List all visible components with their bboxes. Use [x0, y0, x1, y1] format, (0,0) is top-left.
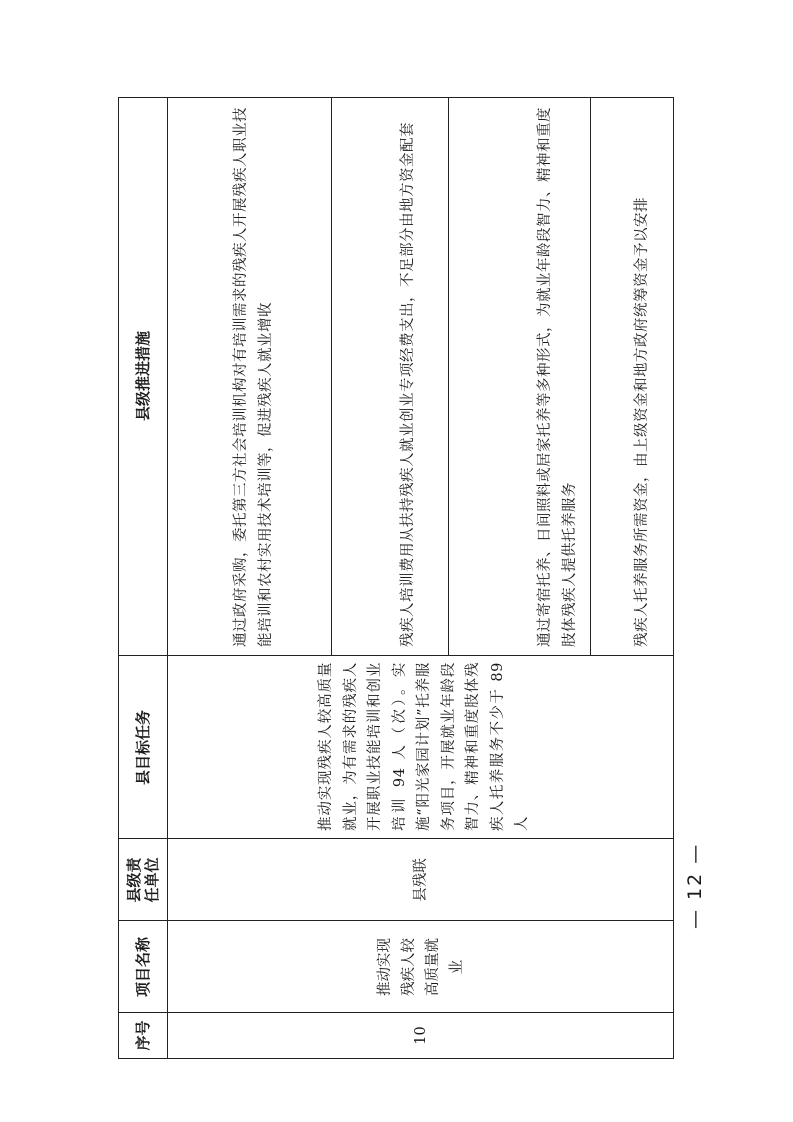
measure-row-divider: [448, 98, 449, 656]
measure-item: 残疾人培训费用从扶持残疾人就业创业专项经费支出，不足部分由地方资金配套: [400, 122, 416, 647]
cell-task: 推动实现残疾人较高质量就业，为有需求的残疾人开展职业技能培训和创业培训 94 人（次）。实施“阳光家园计划”托养服务项目，开展就业年龄段智力、精神和重度肢体残疾人托养服务不少于 89 人: [318, 662, 530, 831]
measure-item: 残疾人托养服务所需资金，由上级资金和地方政府统筹资金予以安排: [634, 197, 650, 647]
cell-unit: 县残联: [412, 858, 429, 902]
measure-item: 通过政府采购，委托第三方社会培训机构对有培训需求的残疾人开展残疾人职业技能培训和农村实用技术培训等，促进残疾人就业增收: [233, 107, 274, 647]
header-measures: 县级推进措施: [134, 331, 152, 422]
header-seq: 序号: [134, 1020, 152, 1051]
header-task: 县目标任务: [134, 710, 152, 786]
cell-seq: 10: [412, 1026, 429, 1045]
page-number: — 12 —: [684, 842, 706, 929]
measure-row-divider: [331, 98, 332, 656]
cell-project: 推动实现残疾人较高质量就业: [377, 938, 465, 996]
measure-row-divider: [590, 98, 591, 656]
header-project: 项目名称: [134, 937, 152, 998]
rotated-page-content: [118, 97, 706, 1059]
project-table: [118, 97, 674, 1059]
measure-item: 通过寄宿托养、日间照料或居家托养等多种形式，为就业年龄段智力、精神和重度肢体残疾人提供托养服务: [537, 107, 578, 647]
header-unit: 县级责任单位: [125, 857, 161, 903]
